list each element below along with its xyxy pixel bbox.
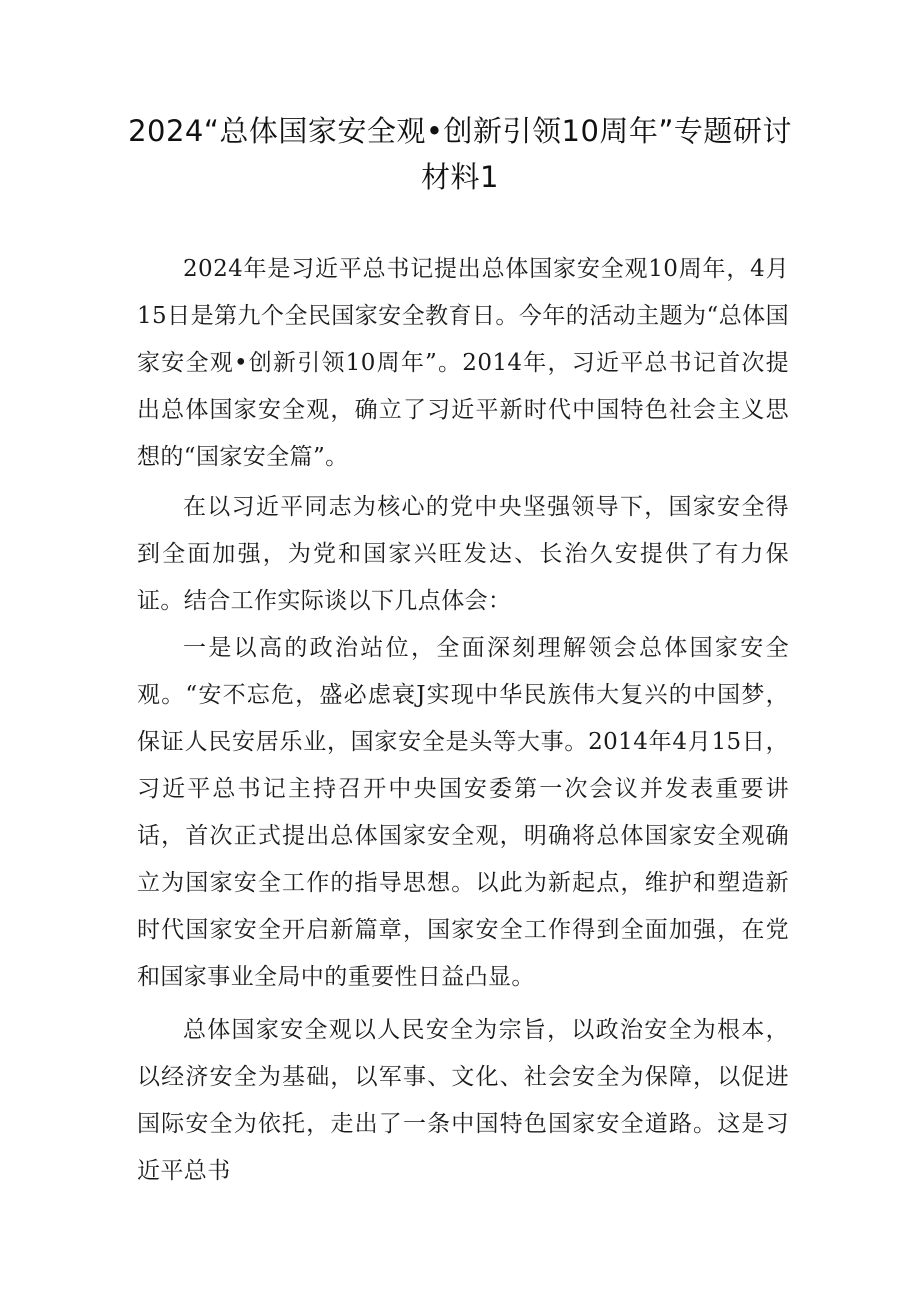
paragraph-intro: 2024年是习近平总书记提出总体国家安全观10周年，4月15日是第九个全民国家安全教育日。今年的活动主题为“总体国家安全观•创新引领10周年”。2014年，习近平总书记首次提出总体国家安全观，确立了习近平新时代中国特色社会主义思想的“国家安全篇”。 <box>137 256 789 470</box>
document-title: 2024“总体国家安全观•创新引领10周年”专题研讨材料1 <box>128 114 792 194</box>
paragraph-point-one: 一是以高的政治站位，全面深刻理解领会总体国家安全观。“安不忘危，盛必虑衰J实现中华民族伟大复兴的中国梦，保证人民安居乐业，国家安全是头等大事。2014年4月15日，习近平总书记主持召开中央国安委第一次会议并发表重要讲话，首次正式提出总体国家安全观，明确将总体国家安全观确立为国家安全工作的指导思想。以此为新起点，维护和塑造新时代国家安全开启新篇章，国家安全工作得到全面加强，在党和国家事业全局中的重要性日益凸显。 <box>137 635 789 990</box>
paragraph-leadership: 在以习近平同志为核心的党中央坚强领导下，国家安全得到全面加强，为党和国家兴旺发达、长治久安提供了有力保证。结合工作实际谈以下几点体会： <box>137 494 789 614</box>
document-body <box>137 246 789 1195</box>
paragraph-overview: 总体国家安全观以人民安全为宗旨，以政治安全为根本，以经济安全为基础，以军事、文化、社会安全为保障，以促进国际安全为依托，走出了一条中国特色国家安全道路。这是习近平总书 <box>137 1017 789 1184</box>
